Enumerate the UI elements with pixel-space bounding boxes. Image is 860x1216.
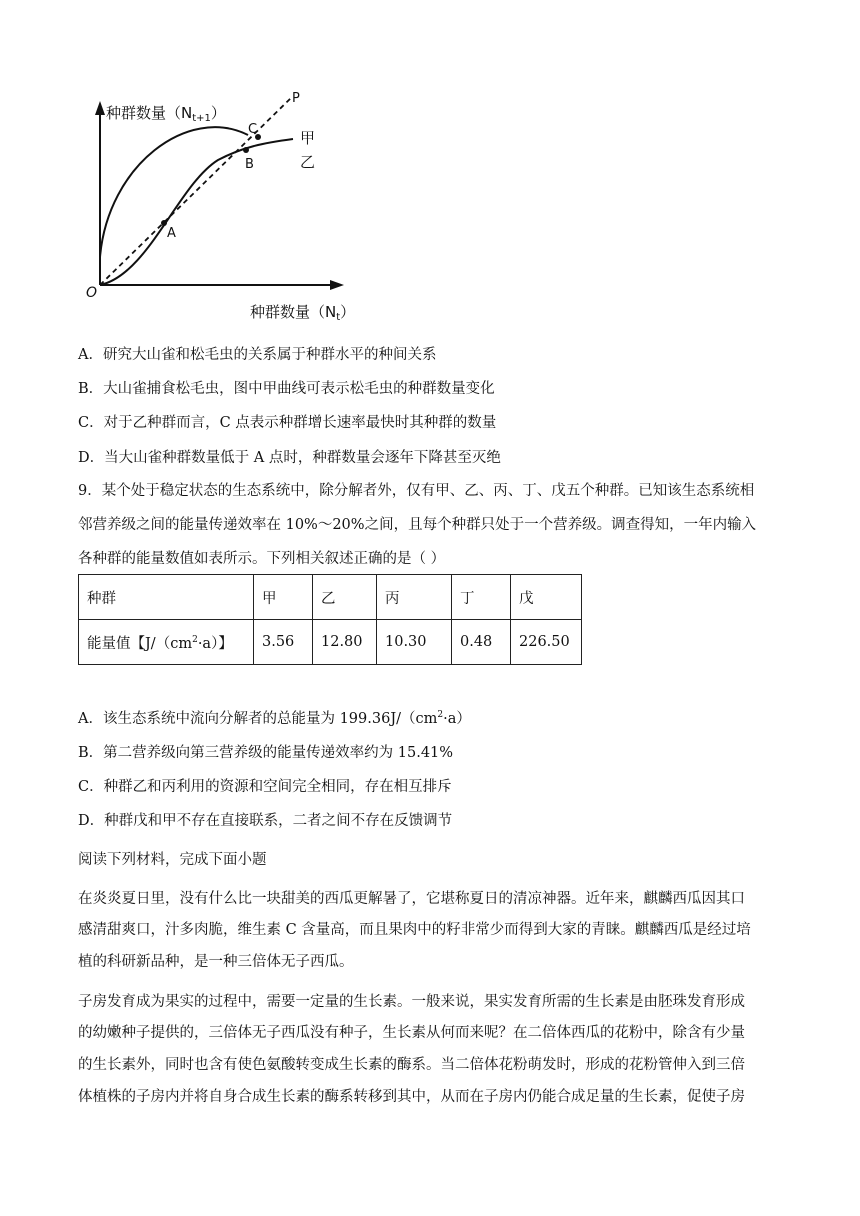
para1-line-3: 植的科研新品种，是一种三倍体无子西瓜。 [78, 954, 354, 970]
label-p: P [292, 91, 300, 106]
q9-option-d: D．种群戊和甲不存在直接联系，二者之间不存在反馈调节 [78, 813, 453, 829]
table-cell-species: 甲 [254, 575, 313, 620]
table-cell-species: 乙 [313, 575, 377, 620]
table-cell-value: 3.56 [254, 620, 313, 665]
q8-option-b: B．大山雀捕食松毛虫，图中甲曲线可表示松毛虫的种群数量变化 [78, 381, 495, 397]
table-header-cell: 种群 [79, 575, 254, 620]
q9-option-a: A．该生态系统中流向分解者的总能量为 $199.36J/(cm^2\cdot a)$ [78, 710, 471, 727]
label-c: C [248, 122, 258, 137]
label-a: A [167, 226, 176, 241]
point-b [243, 147, 249, 153]
para2-line-1: 子房发育成为果实的过程中，需要一定量的生长素。一般来说，果实发育所需的生长素是由胚珠发育形成 [78, 994, 745, 1010]
y-axis-label: 种群数量$(N_{t+1})$ [106, 104, 226, 124]
reading-title: 阅读下列材料，完成下面小题 [78, 852, 267, 868]
q8-option-d: D．当大山雀种群数量低于 A 点时，种群数量会逐年下降甚至灭绝 [78, 450, 501, 466]
table-cell-value: 12.80 [313, 620, 377, 665]
para1-line-1: 在炎炎夏日里，没有什么比一块甜美的西瓜更解暑了，它堪称夏日的清凉神器。近年来，麒麟西瓜因其口 [78, 891, 745, 907]
q9-stem-line-3: 各种群的能量数值如表所示。下列相关叙述正确的是（ ） [78, 551, 446, 567]
table-cell-species: 丁 [452, 575, 511, 620]
table-row [79, 620, 582, 665]
curve-yi [100, 139, 293, 285]
table-cell-value: 0.48 [452, 620, 511, 665]
table-cell-species: 戊 [511, 575, 582, 620]
label-b: B [245, 157, 254, 172]
q9-stem-line-1: 9．某个处于稳定状态的生态系统中，除分解者外，仅有甲、乙、丙、丁、戊五个种群。已知该生态系统相 [78, 483, 755, 499]
origin-label: O [86, 285, 98, 301]
population-curve-figure [78, 85, 356, 325]
table-row [79, 575, 582, 620]
q9-option-c: C．种群乙和丙利用的资源和空间完全相同，存在相互排斥 [78, 779, 452, 795]
energy-table [78, 574, 582, 665]
para1-line-2: 感清甜爽口，汁多肉脆，维生素 C 含量高，而且果肉中的籽非常少而得到大家的青睐。麒麟西瓜是经过培 [78, 922, 751, 938]
table-cell-value: 226.50 [511, 620, 582, 665]
q9-option-b: B．第二营养级向第三营养级的能量传递效率约为 15.41% [78, 745, 454, 761]
table-row-label: 能量值【$J/(cm^2\cdot a)$】 [79, 620, 254, 665]
q8-option-a: A．研究大山雀和松毛虫的关系属于种群水平的种间关系 [78, 347, 437, 363]
dashed-line-p [100, 97, 292, 285]
y-axis-arrow [95, 101, 105, 115]
table-cell-value: 10.30 [377, 620, 452, 665]
para2-line-2: 的幼嫩种子提供的，三倍体无子西瓜没有种子，生长素从何而来呢？在二倍体西瓜的花粉中，除含有少量 [78, 1025, 745, 1041]
x-axis-arrow [330, 280, 344, 290]
para2-line-4: 体植株的子房内并将自身合成生长素的酶系转移到其中，从而在子房内仍能合成足量的生长素，促使子房 [78, 1089, 745, 1105]
q9-stem-line-2: 邻营养级之间的能量传递效率在 10%～20%之间，且每个种群只处于一个营养级。调查得知，一年内输入 [78, 517, 757, 533]
table-cell-species: 丙 [377, 575, 452, 620]
q8-option-c: C．对于乙种群而言，C 点表示种群增长速率最快时其种群的数量 [78, 415, 497, 431]
label-yi: 乙 [300, 153, 316, 171]
x-axis-label: 种群数量$(N_t)$ [250, 303, 356, 323]
para2-line-3: 的生长素外，同时也含有使色氨酸转变成生长素的酶系。当二倍体花粉萌发时，形成的花粉管伸入到三倍 [78, 1057, 745, 1073]
label-jia: 甲 [300, 129, 316, 147]
